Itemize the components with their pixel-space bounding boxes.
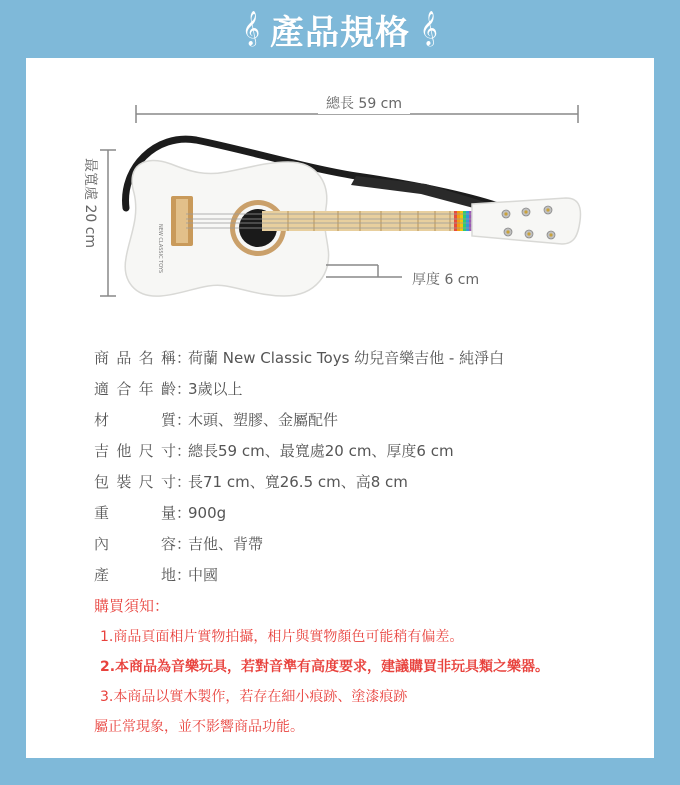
spec-row: 重 量：900g (94, 498, 634, 529)
music-note-icon: 𝄞 (242, 11, 260, 46)
notice-line-2: 2.本商品為音樂玩具，若對音準有高度要求，建議購買非玩具類之樂器。 (100, 659, 550, 675)
notice-heading: 購買須知： (94, 597, 170, 615)
spec-label: 吉他尺寸 (94, 442, 176, 460)
music-note-icon: 𝄞 (420, 11, 438, 46)
spec-row: 材 質：木頭、塑膠、金屬配件 (94, 405, 634, 436)
spec-value: 3歲以上 (188, 380, 243, 398)
width-dimension (82, 150, 116, 296)
spec-row: 商品名稱：荷蘭 New Classic Toys 幼兒音樂吉他 - 純淨白 (94, 343, 634, 374)
thickness-dimension (326, 265, 479, 288)
spec-value: 900g (188, 504, 227, 522)
notice-line-4: 屬正常現象，並不影響商品功能。 (94, 719, 304, 735)
spec-value: 總長59 cm、最寬處20 cm、厚度6 cm (188, 442, 454, 460)
spec-row: 適合年齡：3歲以上 (94, 374, 634, 405)
width-label: 最寬處 20 cm (82, 158, 98, 249)
brand-text: NEW CLASSIC TOYS (157, 224, 163, 274)
page-title: 產品規格 (270, 12, 410, 53)
length-dimension (136, 94, 578, 123)
spec-value: 中國 (188, 566, 219, 584)
header (0, 0, 680, 58)
spec-panel (26, 58, 654, 758)
spec-value: 吉他、背帶 (188, 535, 264, 553)
spec-label: 內 容 (94, 535, 176, 553)
spec-value: 木頭、塑膠、金屬配件 (188, 411, 339, 429)
spec-value: 荷蘭 New Classic Toys 幼兒音樂吉他 - 純淨白 (188, 349, 505, 367)
spec-list (94, 343, 634, 742)
notice-line-3: 3.本商品以實木製作，若存在細小痕跡、塗漆痕跡 (100, 689, 408, 705)
notice-line-1: 1.商品頁面相片實物拍攝，相片與實物顏色可能稍有偏差。 (100, 629, 464, 645)
spec-label: 適合年齡 (94, 380, 176, 398)
spec-row: 產 地：中國 (94, 560, 634, 591)
spec-label: 產 地 (94, 566, 176, 584)
spec-label: 商品名稱 (94, 349, 176, 367)
spec-label: 材 質 (94, 411, 176, 429)
spec-label: 重 量 (94, 504, 176, 522)
guitar-diagram (26, 58, 654, 308)
length-label: 總長 59 cm (325, 96, 403, 112)
spec-row: 包裝尺寸：長71 cm、寬26.5 cm、高8 cm (94, 467, 634, 498)
spec-value: 長71 cm、寬26.5 cm、高8 cm (188, 473, 408, 491)
spec-label: 包裝尺寸 (94, 473, 176, 491)
spec-row: 吉他尺寸：總長59 cm、最寬處20 cm、厚度6 cm (94, 436, 634, 467)
spec-row: 內 容：吉他、背帶 (94, 529, 634, 560)
guitar-body (125, 161, 580, 297)
thickness-label: 厚度 6 cm (412, 272, 480, 288)
